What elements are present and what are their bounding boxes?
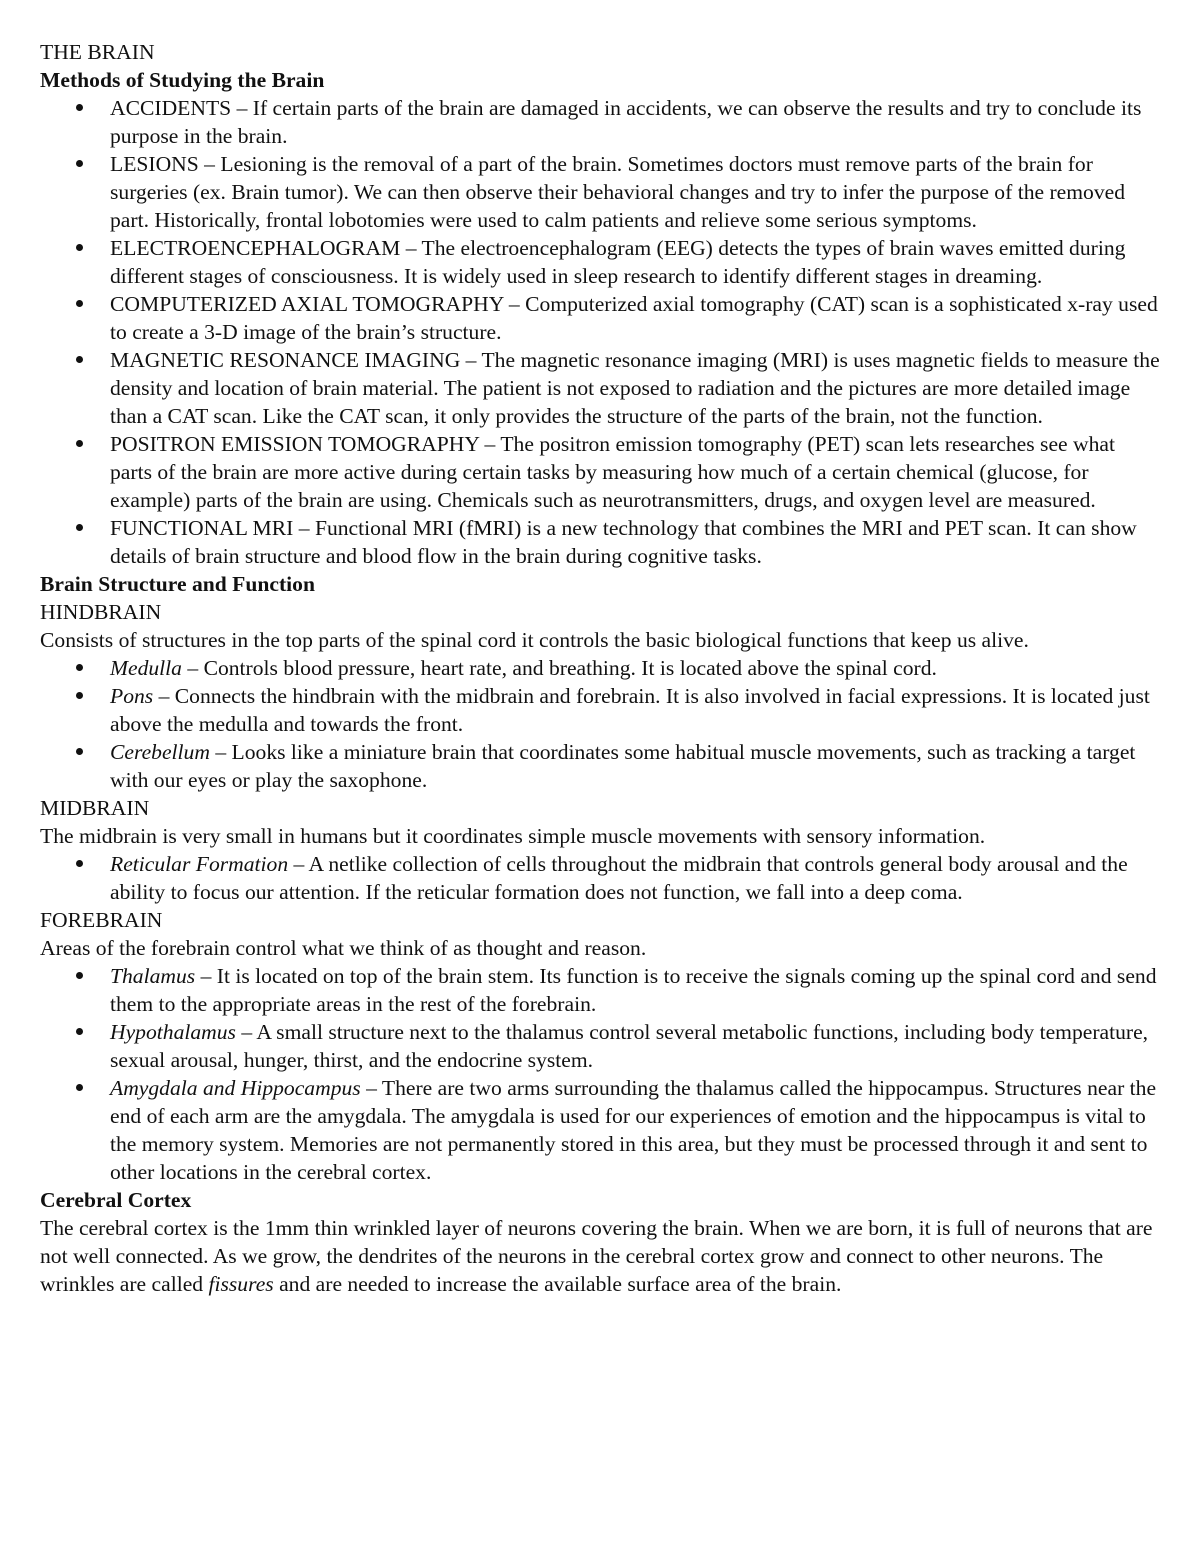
definition: – A netlike collection of cells throughout the midbrain that controls general body arousal and the ability to focus our attention. If the reticular formation does not function, we fall into a deep coma. (110, 852, 1128, 904)
hindbrain-intro: Consists of structures in the top parts of the spinal cord it controls the basic biological functions that keep us alive. (40, 628, 1029, 652)
forebrain-label: FOREBRAIN (40, 908, 163, 932)
methods-list (40, 94, 1162, 570)
term: Pons (110, 684, 154, 708)
document-title: THE BRAIN (40, 40, 155, 64)
midbrain-label: MIDBRAIN (40, 796, 150, 820)
term: Amygdala and Hippocampus (110, 1076, 361, 1100)
list-item: MAGNETIC RESONANCE IMAGING – The magnetic resonance imaging (MRI) is uses magnetic fields to measure the density and location of brain material. The patient is not exposed to radiation and the pictures are more detailed image than a CAT scan. Like the CAT scan, it only provides the structure of the parts of the brain, not the function. (110, 346, 1162, 430)
list-item (110, 1074, 1162, 1186)
term: Cerebellum (110, 740, 210, 764)
midbrain-intro: The midbrain is very small in humans but it coordinates simple muscle movements with sensory information. (40, 824, 986, 848)
cortex-text-before: The cerebral cortex is the 1mm thin wrinkled layer of neurons covering the brain. When we are born, it is full of neurons that are not well connected. As we grow, the dendrites of the neurons in the cerebral cortex grow and connect to other neurons. The wrinkles are called (40, 1216, 1153, 1296)
list-item (110, 738, 1162, 794)
list-item (110, 850, 1162, 906)
term: Hypothalamus (110, 1020, 236, 1044)
term: Thalamus (110, 964, 196, 988)
cortex-paragraph (40, 1214, 1162, 1298)
midbrain-list (40, 850, 1162, 906)
term: Reticular Formation (110, 852, 289, 876)
term: Medulla (110, 656, 182, 680)
definition: – Looks like a miniature brain that coordinates some habitual muscle movements, such as tracking a target with our eyes or play the saxophone. (110, 740, 1136, 792)
forebrain-list (40, 962, 1162, 1186)
list-item (110, 962, 1162, 1018)
forebrain-intro: Areas of the forebrain control what we think of as thought and reason. (40, 936, 647, 960)
definition: – Connects the hindbrain with the midbrain and forebrain. It is also involved in facial expressions. It is located just above the medulla and towards the front. (110, 684, 1150, 736)
definition: – There are two arms surrounding the thalamus called the hippocampus. Structures near the end of each arm are the amygdala. The amygdala is used for our experiences of emotion and the hippocampus is vital to the memory system. Memories are not permanently stored in this area, but they must be processed through it and sent to other locations in the cerebral cortex. (110, 1076, 1157, 1184)
definition: – Controls blood pressure, heart rate, and breathing. It is located above the spinal cord. (181, 656, 937, 680)
cortex-text-after: and are needed to increase the available surface area of the brain. (273, 1272, 842, 1296)
methods-heading: Methods of Studying the Brain (40, 68, 325, 92)
list-item: POSITRON EMISSION TOMOGRAPHY – The positron emission tomography (PET) scan lets researches see what parts of the brain are more active during certain tasks by measuring how much of a certain chemical (glucose, for example) parts of the brain are using. Chemicals such as neurotransmitters, drugs, and oxygen level are measured. (110, 430, 1162, 514)
list-item: ACCIDENTS – If certain parts of the brain are damaged in accidents, we can observe the results and try to conclude its purpose in the brain. (110, 94, 1162, 150)
definition: – A small structure next to the thalamus control several metabolic functions, including body temperature, sexual arousal, hunger, thirst, and the endocrine system. (110, 1020, 1149, 1072)
list-item (110, 682, 1162, 738)
list-item: LESIONS – Lesioning is the removal of a part of the brain. Sometimes doctors must remove parts of the brain for surgeries (ex. Brain tumor). We can then observe their behavioral changes and try to infer the purpose of the removed part. Historically, frontal lobotomies were used to calm patients and relieve some serious symptoms. (110, 150, 1162, 234)
definition: – It is located on top of the brain stem. Its function is to receive the signals coming up the spinal cord and send them to the appropriate areas in the rest of the forebrain. (110, 964, 1157, 1016)
structure-heading: Brain Structure and Function (40, 572, 315, 596)
cortex-term: fissures (208, 1272, 274, 1296)
hindbrain-list (40, 654, 1162, 794)
list-item: ELECTROENCEPHALOGRAM – The electroencephalogram (EEG) detects the types of brain waves emitted during different stages of consciousness. It is widely used in sleep research to identify different stages in dreaming. (110, 234, 1162, 290)
list-item: COMPUTERIZED AXIAL TOMOGRAPHY – Computerized axial tomography (CAT) scan is a sophisticated x-ray used to create a 3-D image of the brain’s structure. (110, 290, 1162, 346)
cortex-heading: Cerebral Cortex (40, 1188, 192, 1212)
hindbrain-label: HINDBRAIN (40, 600, 162, 624)
list-item: FUNCTIONAL MRI – Functional MRI (fMRI) is a new technology that combines the MRI and PET scan. It can show details of brain structure and blood flow in the brain during cognitive tasks. (110, 514, 1162, 570)
list-item (110, 654, 1162, 682)
list-item (110, 1018, 1162, 1074)
